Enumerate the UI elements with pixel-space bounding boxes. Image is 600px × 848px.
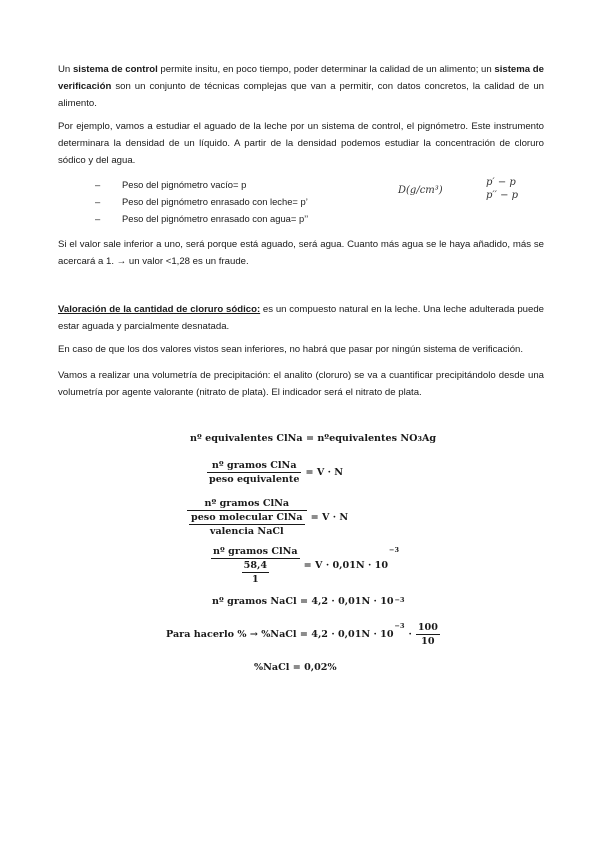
- equation-gramos-nacl: nº gramos NaCl = 4,2 · 0,01N · 10 −3: [212, 596, 405, 607]
- intro-paragraph-1: Un sistema de control permite insitu, en poco tiempo, poder determinar la calidad de un alimento; un sistema de verificación son un conjunto de técnicas complejas que van a permitir, con datos concretos, la calidad de un alimento.: [58, 64, 544, 109]
- equation-peso-equivalente: nº gramos ClNa peso equivalente = V · N: [209, 460, 344, 485]
- section-paragraph-cloruro: Valoración de la cantidad de cloruro sódico: es un compuesto natural en la leche. Una leche adulterada puede estar aguada y parcialmente desnatada.: [58, 304, 544, 332]
- equation-resultado: %NaCl = 0,02%: [254, 662, 337, 673]
- paragraph-volumetria: Vamos a realizar una volumetría de precipitación: el analito (cloruro) se va a cuantificar precipitándolo desde una volumetría por agente valorante (nitrato de plata). El indicador será el nitrato de plata.: [58, 370, 544, 398]
- term-sistema-control: sistema de control: [72, 64, 158, 75]
- pycnometer-weights-list: [95, 176, 335, 227]
- paragraph-verificacion: En caso de que los dos valores vistos sean inferiores, no habrá que pasar por ningún sistema de verificación.: [58, 344, 524, 355]
- intro-paragraph-2: Por ejemplo, vamos a estudiar el aguado de la leche por un sistema de control, el pignómetro. Este instrumento determinara la densidad de un líquido. A partir de la densidad podemos estudiar la concentración de cloruro sódico y del agua.: [58, 121, 544, 166]
- equation-equivalentes: nº equivalentes ClNa = nºequivalentes NO 3 Ag: [190, 433, 437, 444]
- equation-58-4: nº gramos ClNa $\frac{58,4}{1}$ = V · 0,01N · 10 −3: [213, 546, 399, 585]
- section-title: Valoración de la cantidad de cloruro sódico:: [58, 304, 261, 315]
- equation-peso-molecular: nº gramos ClNa peso molecular ClNa valencia NaCl = V · N: [187, 498, 348, 537]
- term-sistema-verificacion: sistema de verificación: [58, 64, 544, 92]
- density-formula: D(g/cm³) p′ − p p′′ − p: [398, 177, 519, 201]
- equation-porcentaje: Para hacerlo % → %NaCl = 4,2 · 0,01N · 10 $^{-3}$ · 100 10: [166, 622, 438, 647]
- list-item: – Peso del pignómetro enrasado con agua= p’’: [95, 213, 309, 224]
- paragraph-fraude: Si el valor sale inferior a uno, será porque está aguado, será agua. Cuanto más agua se le haya añadido, más se acercará a 1. → un valor <1,28 es un fraude.: [58, 239, 544, 267]
- list-item: – Peso del pignómetro vacío= p: [95, 179, 247, 190]
- list-item: – Peso del pignómetro enrasado con leche= p’: [95, 196, 308, 207]
